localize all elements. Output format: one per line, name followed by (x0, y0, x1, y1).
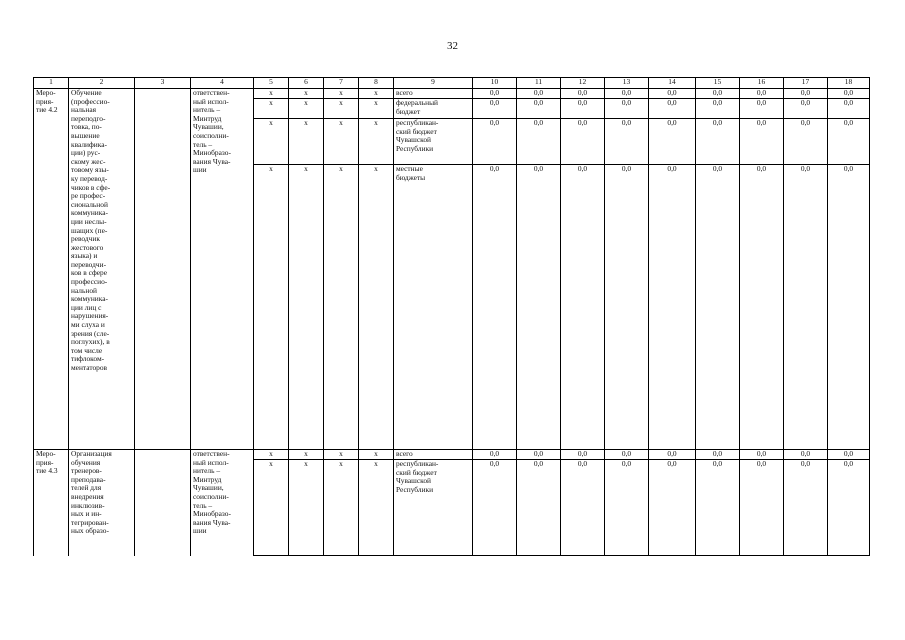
value-cell: 0,0 (740, 89, 784, 99)
value-cell: 0,0 (696, 165, 740, 450)
mark-cell: x (324, 460, 359, 556)
funding-source: всего (394, 450, 473, 460)
table-row (34, 450, 870, 460)
value-cell: 0,0 (517, 99, 561, 119)
header-cell: 2 (69, 78, 135, 89)
mark-cell: x (254, 99, 289, 119)
header-cell: 13 (605, 78, 649, 89)
value-cell: 0,0 (605, 89, 649, 99)
value-cell: 0,0 (696, 89, 740, 99)
mark-cell: x (254, 460, 289, 556)
value-cell: 0,0 (696, 99, 740, 119)
value-cell: 0,0 (605, 450, 649, 460)
value-cell: 0,0 (473, 119, 517, 165)
value-cell: 0,0 (649, 460, 696, 556)
mark-cell: x (289, 89, 324, 99)
value-cell: 0,0 (696, 460, 740, 556)
value-cell: 0,0 (784, 460, 828, 556)
header-cell: 16 (740, 78, 784, 89)
mark-cell: x (254, 89, 289, 99)
value-cell: 0,0 (828, 99, 870, 119)
mark-cell: x (359, 99, 394, 119)
funding-source: республикан- ский бюджет Чувашской Республики (394, 119, 473, 165)
value-cell: 0,0 (561, 89, 605, 99)
mark-cell: x (289, 165, 324, 450)
measure-col3 (135, 89, 191, 450)
value-cell: 0,0 (561, 165, 605, 450)
value-cell: 0,0 (473, 165, 517, 450)
header-cell: 9 (394, 78, 473, 89)
mark-cell: x (359, 165, 394, 450)
header-cell: 17 (784, 78, 828, 89)
header-cell: 5 (254, 78, 289, 89)
measure-executors: ответствен- ный испол- нитель – Минтруд Чувашии, соисполни- тель – Минобразо- вания Чува- шии (191, 450, 254, 556)
value-cell: 0,0 (784, 450, 828, 460)
value-cell: 0,0 (473, 99, 517, 119)
funding-source: республикан- ский бюджет Чувашской Республики (394, 460, 473, 556)
mark-cell: x (324, 89, 359, 99)
value-cell: 0,0 (696, 450, 740, 460)
value-cell: 0,0 (740, 99, 784, 119)
mark-cell: x (359, 460, 394, 556)
mark-cell: x (254, 119, 289, 165)
value-cell: 0,0 (605, 119, 649, 165)
value-cell: 0,0 (561, 460, 605, 556)
value-cell: 0,0 (828, 119, 870, 165)
measure-name: Обучение (профессио- нальная переподго- товка, по- вышение квалифика- ции) рус- скому жес- товому язы- ку перевод- чиков в сфе- ре профес- сиональной коммуника- ции неслы- шащих (пе- реводчик жестового языка) и переводчи- ков в сфере профессио- нальной коммуника- ции лиц с нарушения- ми слуха и зрения (сле- поглухих), в том числе тифлоком- ментаторов (69, 89, 135, 450)
header-cell: 14 (649, 78, 696, 89)
value-cell: 0,0 (649, 450, 696, 460)
value-cell: 0,0 (649, 165, 696, 450)
value-cell: 0,0 (517, 450, 561, 460)
measure-col3 (135, 450, 191, 556)
value-cell: 0,0 (696, 119, 740, 165)
mark-cell: x (254, 165, 289, 450)
mark-cell: x (359, 119, 394, 165)
header-cell: 8 (359, 78, 394, 89)
value-cell: 0,0 (784, 165, 828, 450)
header-cell: 10 (473, 78, 517, 89)
value-cell: 0,0 (828, 89, 870, 99)
value-cell: 0,0 (605, 460, 649, 556)
header-cell: 3 (135, 78, 191, 89)
value-cell: 0,0 (784, 99, 828, 119)
header-cell: 6 (289, 78, 324, 89)
table-row (34, 89, 870, 99)
value-cell: 0,0 (649, 89, 696, 99)
mark-cell: x (289, 460, 324, 556)
value-cell: 0,0 (561, 450, 605, 460)
header-cell: 4 (191, 78, 254, 89)
value-cell: 0,0 (473, 460, 517, 556)
measure-executors: ответствен- ный испол- нитель – Минтруд Чувашии, соисполни- тель – Минобразо- вания Чува- шии (191, 89, 254, 450)
value-cell: 0,0 (828, 450, 870, 460)
budget-table (33, 77, 870, 556)
value-cell: 0,0 (649, 99, 696, 119)
value-cell: 0,0 (649, 119, 696, 165)
header-cell: 18 (828, 78, 870, 89)
header-cell: 7 (324, 78, 359, 89)
value-cell: 0,0 (740, 450, 784, 460)
mark-cell: x (289, 99, 324, 119)
mark-cell: x (289, 119, 324, 165)
value-cell: 0,0 (561, 99, 605, 119)
header-cell: 11 (517, 78, 561, 89)
value-cell: 0,0 (517, 89, 561, 99)
mark-cell: x (324, 99, 359, 119)
header-cell: 12 (561, 78, 605, 89)
measure-name: Организация обучения тренеров- преподава- телей для внедрения инклюзив- ных и ин- тегрирован- ных образо- (69, 450, 135, 556)
funding-source: всего (394, 89, 473, 99)
header-cell: 15 (696, 78, 740, 89)
value-cell: 0,0 (828, 165, 870, 450)
mark-cell: x (254, 450, 289, 460)
value-cell: 0,0 (605, 99, 649, 119)
value-cell: 0,0 (828, 460, 870, 556)
value-cell: 0,0 (784, 89, 828, 99)
measure-id: Меро- прия- тие 4.2 (34, 89, 69, 450)
value-cell: 0,0 (473, 450, 517, 460)
value-cell: 0,0 (473, 89, 517, 99)
value-cell: 0,0 (784, 119, 828, 165)
mark-cell: x (289, 450, 324, 460)
mark-cell: x (324, 119, 359, 165)
value-cell: 0,0 (740, 119, 784, 165)
funding-source: федеральный бюджет (394, 99, 473, 119)
page-number: 32 (447, 40, 458, 52)
mark-cell: x (359, 89, 394, 99)
funding-source: местные бюджеты (394, 165, 473, 450)
header-row (34, 78, 870, 89)
value-cell: 0,0 (517, 460, 561, 556)
value-cell: 0,0 (517, 165, 561, 450)
value-cell: 0,0 (605, 165, 649, 450)
value-cell: 0,0 (740, 460, 784, 556)
measure-id: Меро- прия- тие 4.3 (34, 450, 69, 556)
mark-cell: x (359, 450, 394, 460)
mark-cell: x (324, 165, 359, 450)
value-cell: 0,0 (517, 119, 561, 165)
value-cell: 0,0 (740, 165, 784, 450)
mark-cell: x (324, 450, 359, 460)
header-cell: 1 (34, 78, 69, 89)
value-cell: 0,0 (561, 119, 605, 165)
